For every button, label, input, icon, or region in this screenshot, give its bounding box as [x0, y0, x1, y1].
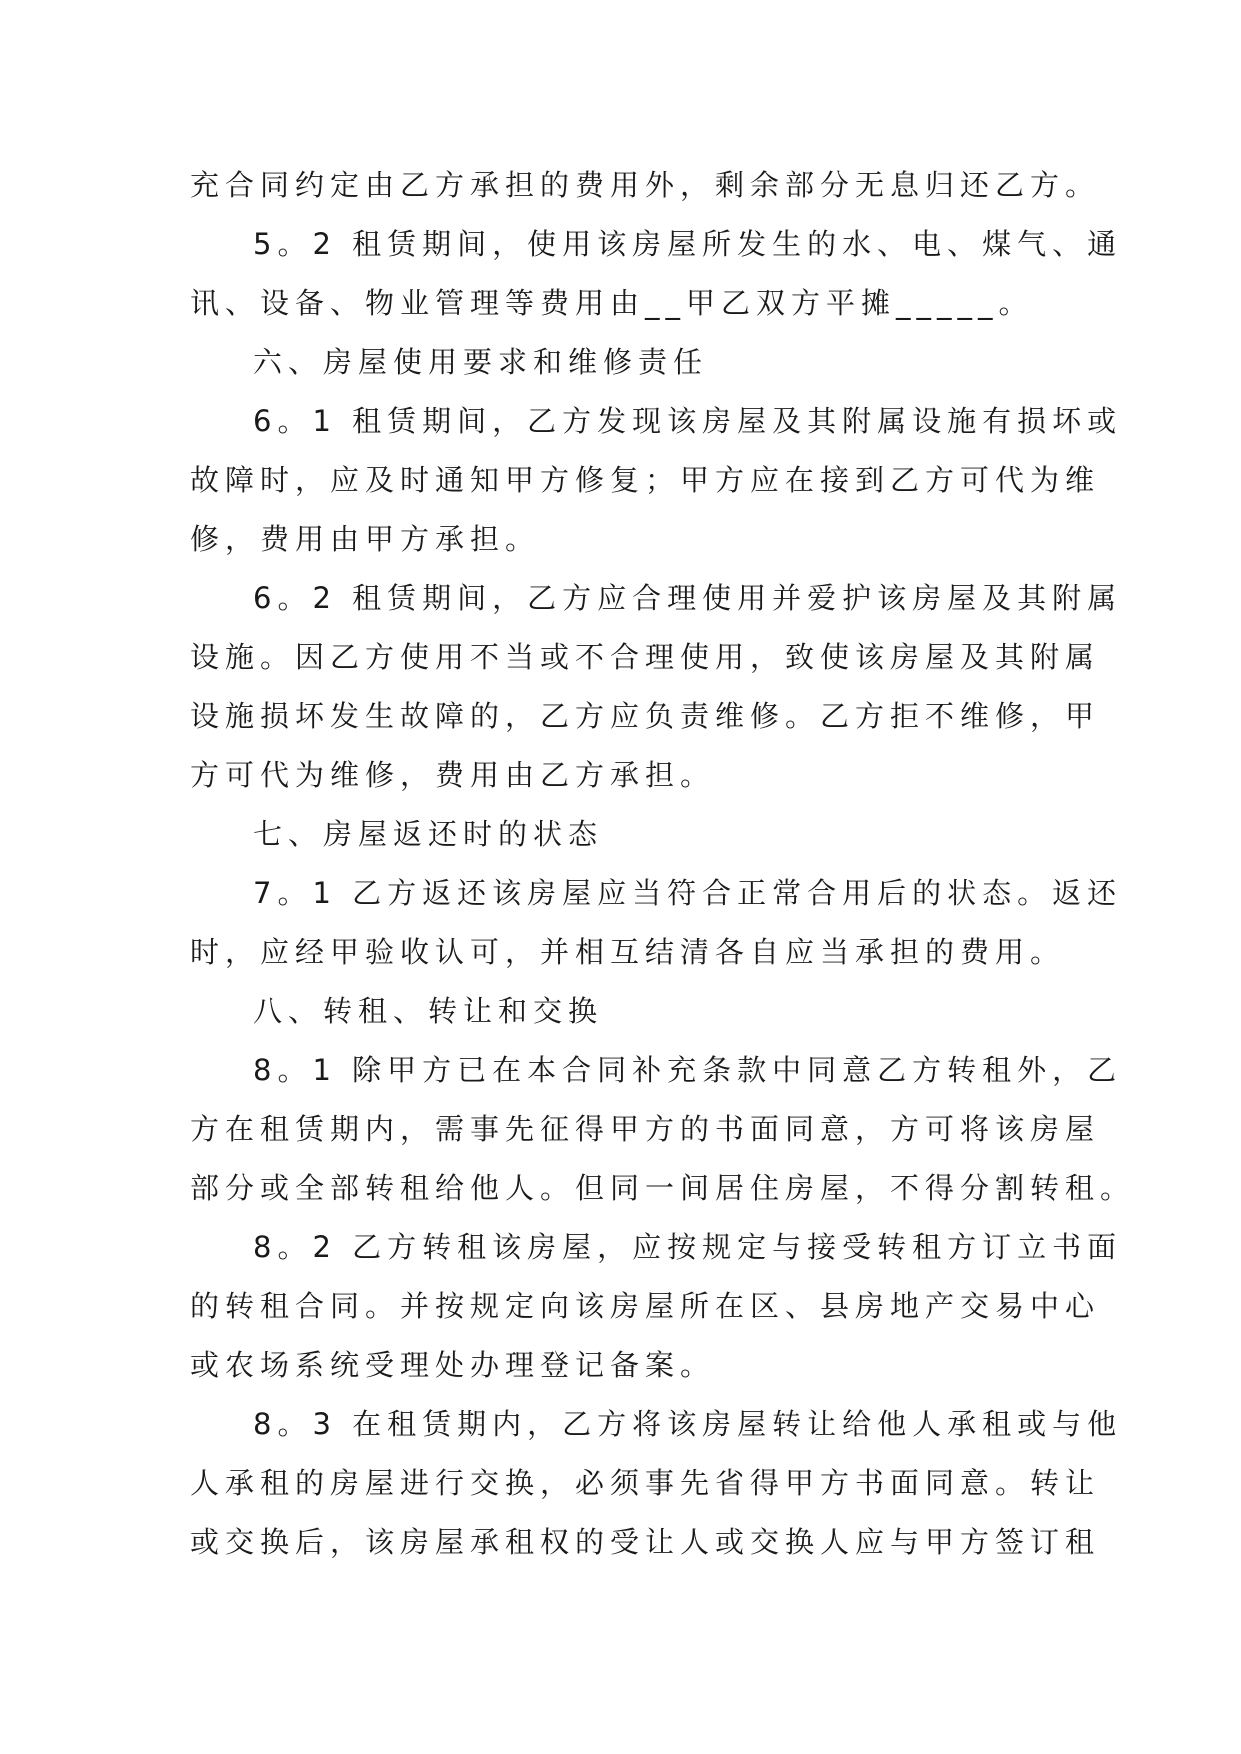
text-line: 时，应经甲验收认可，并相互结清各自应当承担的费用。	[190, 935, 1066, 969]
text-line: 或交换后，该房屋承租权的受让人或交换人应与甲方签订租	[190, 1525, 1101, 1559]
text-line: 的转租合同。并按规定向该房屋所在区、县房地产交易中心	[190, 1289, 1101, 1323]
text-line: 或农场系统受理处办理登记备案。	[190, 1348, 716, 1382]
clause-8-1: 8。1 除甲方已在本合同补充条款中同意乙方转租外，乙	[253, 1053, 1123, 1087]
text-line: 方可代为维修，费用由乙方承担。	[190, 758, 716, 792]
text-line: 设施。因乙方使用不当或不合理使用，致使该房屋及其附属	[190, 640, 1101, 674]
section-heading-7: 七、房屋返还时的状态	[253, 817, 604, 851]
text-line: 人承租的房屋进行交换，必须事先省得甲方书面同意。转让	[190, 1466, 1101, 1500]
clause-6-2: 6。2 租赁期间，乙方应合理使用并爱护该房屋及其附属	[253, 581, 1123, 615]
section-heading-8: 八、转租、转让和交换	[253, 994, 604, 1028]
text-line: 设施损坏发生故障的，乙方应负责维修。乙方拒不维修，甲	[190, 699, 1101, 733]
clause-5-2: 5。2 租赁期间，使用该房屋所发生的水、电、煤气、通	[253, 227, 1123, 261]
clause-8-2: 8。2 乙方转租该房屋，应按规定与接受转租方订立书面	[253, 1230, 1123, 1264]
text-line: 部分或全部转租给他人。但同一间居住房屋，不得分割转租。	[190, 1171, 1136, 1205]
clause-6-1: 6。1 租赁期间，乙方发现该房屋及其附属设施有损坏或	[253, 404, 1123, 438]
clause-7-1: 7。1 乙方返还该房屋应当符合正常合用后的状态。返还	[253, 876, 1123, 910]
text-line: 修，费用由甲方承担。	[190, 522, 541, 556]
clause-8-3: 8。3 在租赁期内，乙方将该房屋转让给他人承租或与他	[253, 1407, 1123, 1441]
text-line: 充合同约定由乙方承担的费用外，剩余部分无息归还乙方。	[190, 168, 1101, 202]
text-line: 方在租赁期内，需事先征得甲方的书面同意，方可将该房屋	[190, 1112, 1101, 1146]
text-line: 讯、设备、物业管理等费用由__甲乙双方平摊_____。	[190, 286, 1034, 320]
text-line: 故障时，应及时通知甲方修复；甲方应在接到乙方可代为维	[190, 463, 1101, 497]
section-heading-6: 六、房屋使用要求和维修责任	[253, 345, 709, 379]
